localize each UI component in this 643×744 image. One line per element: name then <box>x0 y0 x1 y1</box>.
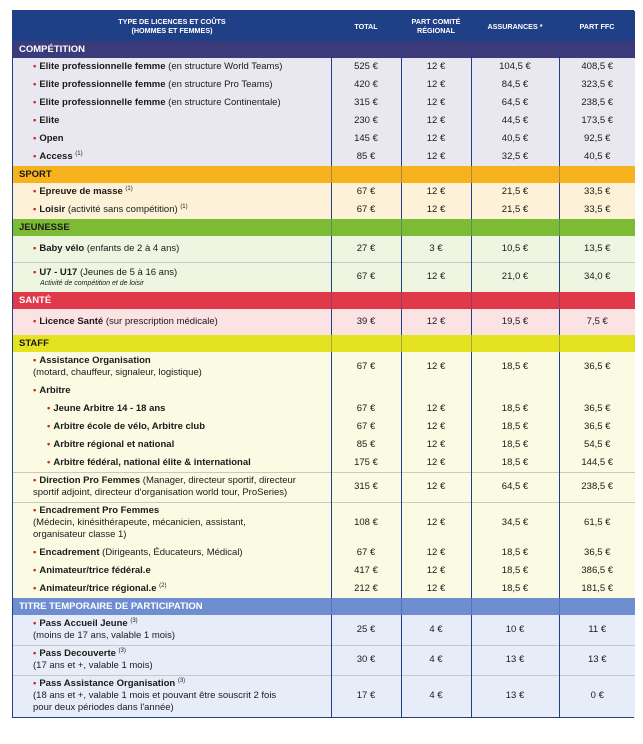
cell-assurance: 44,5 € <box>471 112 559 130</box>
cell-ffc: 13 € <box>559 645 635 675</box>
cell-total: 27 € <box>331 236 401 262</box>
row-label <box>13 472 331 502</box>
cell-assurance: 32,5 € <box>471 148 559 166</box>
cell-ffc: 11 € <box>559 615 635 645</box>
table-row <box>13 645 635 675</box>
footnote-marker: (1) <box>75 150 83 157</box>
cell-assurance: 13 € <box>471 645 559 675</box>
bullet-icon: • <box>33 385 37 396</box>
row-detail: (Dirigeants, Éducateurs, Médical) <box>99 547 243 558</box>
cell-total: 525 € <box>331 58 401 76</box>
row-label <box>13 436 331 454</box>
row-name: Arbitre fédéral, national élite & international <box>53 456 251 468</box>
bullet-icon: • <box>47 421 51 432</box>
cell-total: 67 € <box>331 544 401 562</box>
cell-comite: 12 € <box>401 436 471 454</box>
category-bar-sante <box>13 292 635 309</box>
bullet-icon: • <box>33 316 37 327</box>
table-row <box>13 418 635 436</box>
cell-ffc: 13,5 € <box>559 236 635 262</box>
cell-ffc: 33,5 € <box>559 201 635 219</box>
cell-ffc: 144,5 € <box>559 454 635 472</box>
row-label <box>13 615 331 645</box>
bullet-icon: • <box>33 678 37 690</box>
row-name: Encadrement <box>39 547 100 558</box>
table-row <box>13 201 635 219</box>
table-row <box>13 94 635 112</box>
licence-cost-table <box>12 10 634 718</box>
row-name: Assistance Organisation <box>39 355 151 366</box>
bullet-icon: • <box>33 583 37 594</box>
cell-ffc: 92,5 € <box>559 130 635 148</box>
cell-comite: 12 € <box>401 130 471 148</box>
cell-total: 39 € <box>331 309 401 335</box>
cell-assurance: 18,5 € <box>471 454 559 472</box>
row-label <box>13 262 331 292</box>
table-row <box>13 562 635 580</box>
cell-ffc: 323,5 € <box>559 76 635 94</box>
row-label <box>13 580 331 598</box>
cell-assurance: 10,5 € <box>471 236 559 262</box>
header-total: TOTAL <box>331 11 401 41</box>
table-row <box>13 262 635 292</box>
cell-total: 315 € <box>331 472 401 502</box>
cell-assurance: 18,5 € <box>471 400 559 418</box>
cell-ffc: 386,5 € <box>559 562 635 580</box>
row-label <box>13 352 331 382</box>
table <box>13 11 635 717</box>
row-label <box>13 382 331 400</box>
row-name: Pass Accueil Jeune <box>39 617 128 629</box>
row-name: Elite <box>39 115 60 126</box>
bullet-icon: • <box>33 355 37 366</box>
cell-ffc: 33,5 € <box>559 183 635 201</box>
table-row <box>13 309 635 335</box>
row-name: Elite professionnelle femme <box>39 61 166 72</box>
bullet-icon: • <box>33 186 37 197</box>
cell-assurance: 34,5 € <box>471 502 559 544</box>
row-label <box>13 309 331 335</box>
cell-ffc: 408,5 € <box>559 58 635 76</box>
bullet-icon: • <box>33 547 37 558</box>
row-name: Animateur/trice fédéral.e <box>39 565 151 576</box>
sante-rows <box>13 309 635 335</box>
cell-total: 67 € <box>331 418 401 436</box>
cell-assurance: 84,5 € <box>471 76 559 94</box>
cell-comite: 4 € <box>401 645 471 675</box>
header-type-line1: TYPE DE LICENCES ET COÛTS <box>118 17 226 26</box>
row-label <box>13 76 331 94</box>
footnote-marker: (1) <box>125 185 133 192</box>
cell-total: 315 € <box>331 94 401 112</box>
jeunesse-rows <box>13 236 635 292</box>
row-detail: (activité sans compétition) <box>65 204 178 215</box>
cell-comite: 3 € <box>401 236 471 262</box>
table-row <box>13 148 635 166</box>
row-name: Access <box>39 151 73 162</box>
row-label <box>13 58 331 76</box>
cell-comite: 12 € <box>401 201 471 219</box>
row-name: Elite professionnelle femme <box>39 97 166 108</box>
cell-assurance: 64,5 € <box>471 472 559 502</box>
table-header <box>13 11 635 41</box>
cell-assurance: 18,5 € <box>471 352 559 382</box>
row-label <box>13 236 331 262</box>
row-detail: (enfants de 2 à 4 ans) <box>84 242 180 254</box>
cell-comite: 12 € <box>401 352 471 382</box>
cell-total: 230 € <box>331 112 401 130</box>
category-bar-competition <box>13 41 635 58</box>
bullet-icon: • <box>33 617 37 629</box>
cell-total: 108 € <box>331 502 401 544</box>
row-detail: (en structure Continentale) <box>165 97 281 108</box>
cell-assurance: 19,5 € <box>471 309 559 335</box>
bullet-icon: • <box>33 79 37 90</box>
cell-assurance: 104,5 € <box>471 58 559 76</box>
cell-comite: 12 € <box>401 112 471 130</box>
table-row <box>13 472 635 502</box>
table-row <box>13 615 635 645</box>
row-label <box>13 562 331 580</box>
row-detail: (18 ans et +, valable 1 mois et pouvant être souscrit 2 fois <box>33 690 277 702</box>
row-detail: (moins de 17 ans, valable 1 mois) <box>33 629 176 641</box>
row-label <box>13 454 331 472</box>
arbitre-rows <box>13 400 635 472</box>
row-label <box>13 400 331 418</box>
header-assurances: ASSURANCES * <box>471 11 559 41</box>
titre-rows <box>13 615 635 717</box>
cell-total: 420 € <box>331 76 401 94</box>
header-part-comite-line2: RÉGIONAL <box>417 26 455 35</box>
staff-tail-rows <box>13 544 635 598</box>
table-row <box>13 454 635 472</box>
bullet-icon: • <box>33 242 37 254</box>
table-row <box>13 544 635 562</box>
row-detail: (en structure World Teams) <box>165 61 283 72</box>
cell-ffc: 7,5 € <box>559 309 635 335</box>
table-row <box>13 183 635 201</box>
cell-assurance: 18,5 € <box>471 418 559 436</box>
category-title: JEUNESSE <box>19 221 70 233</box>
row-label <box>13 675 331 717</box>
row-label <box>13 183 331 201</box>
cell-total: 67 € <box>331 352 401 382</box>
cell-total: 67 € <box>331 400 401 418</box>
table-row <box>13 675 635 717</box>
cell-assurance: 64,5 € <box>471 94 559 112</box>
cell-comite: 12 € <box>401 472 471 502</box>
row-name: Loisir <box>39 204 66 215</box>
bullet-icon: • <box>33 151 37 162</box>
cell-ffc: 36,5 € <box>559 400 635 418</box>
category-bar-staff <box>13 335 635 352</box>
sport-rows <box>13 183 635 219</box>
cell-comite: 12 € <box>401 454 471 472</box>
row-name: Licence Santé <box>39 316 104 327</box>
row-detail: (17 ans et +, valable 1 mois) <box>33 660 153 671</box>
cell-comite: 12 € <box>401 418 471 436</box>
table-row <box>13 112 635 130</box>
bullet-icon: • <box>33 565 37 576</box>
row-name: Direction Pro Femmes <box>39 475 141 486</box>
cell-total: 85 € <box>331 436 401 454</box>
staff-rows-2 <box>13 472 635 544</box>
row-detail: (motard, chauffeur, signaleur, logistique) <box>33 367 202 378</box>
cell-ffc: 36,5 € <box>559 418 635 436</box>
row-label <box>13 418 331 436</box>
bullet-icon: • <box>33 133 37 144</box>
header-type-line2: (HOMMES ET FEMMES) <box>131 26 213 35</box>
table-row <box>13 76 635 94</box>
cell-comite: 12 € <box>401 309 471 335</box>
cell-total: 30 € <box>331 645 401 675</box>
cell-ffc: 34,0 € <box>559 262 635 292</box>
row-detail: (en structure Pro Teams) <box>165 79 273 90</box>
category-bar-titre <box>13 598 635 615</box>
cell-comite: 12 € <box>401 183 471 201</box>
bullet-icon: • <box>33 648 37 659</box>
cell-total: 25 € <box>331 615 401 645</box>
competition-rows <box>13 58 635 166</box>
row-label <box>13 645 331 675</box>
row-name: Animateur/trice régional.e <box>39 583 157 594</box>
cell-comite: 12 € <box>401 544 471 562</box>
header-part-comite-line1: PART COMITÉ <box>411 17 461 26</box>
header-part-ffc: PART FFC <box>559 11 635 41</box>
category-title: COMPÉTITION <box>19 43 85 55</box>
cell-assurance: 40,5 € <box>471 130 559 148</box>
row-label <box>13 94 331 112</box>
cell-ffc: 238,5 € <box>559 472 635 502</box>
staff-rows <box>13 352 635 400</box>
cell-comite: 4 € <box>401 675 471 717</box>
category-bar-jeunesse <box>13 219 635 236</box>
cell-ffc: 54,5 € <box>559 436 635 454</box>
bullet-icon: • <box>47 439 51 450</box>
header-part-comite <box>401 11 471 41</box>
cell-comite: 12 € <box>401 562 471 580</box>
row-name: Arbitre école de vélo, Arbitre club <box>53 421 206 432</box>
cell-comite: 12 € <box>401 58 471 76</box>
row-detail-2: sportif adjoint, directeur d'organisation world tour, ProSeries) <box>33 487 288 498</box>
cell-total: 145 € <box>331 130 401 148</box>
cell-assurance: 18,5 € <box>471 562 559 580</box>
table-row <box>13 436 635 454</box>
cell-total: 417 € <box>331 562 401 580</box>
row-name: Elite professionnelle femme <box>39 79 166 90</box>
cell-ffc: 0 € <box>559 675 635 717</box>
row-label <box>13 148 331 166</box>
row-note: Activité de compétition et de loisir <box>40 279 144 287</box>
cell-total: 17 € <box>331 675 401 717</box>
table-row <box>13 352 635 382</box>
bullet-icon: • <box>33 475 37 486</box>
cell-comite: 12 € <box>401 262 471 292</box>
bullet-icon: • <box>47 403 51 414</box>
cell-ffc: 238,5 € <box>559 94 635 112</box>
row-label <box>13 112 331 130</box>
row-label <box>13 201 331 219</box>
bullet-icon: • <box>33 266 37 278</box>
cell-comite: 12 € <box>401 94 471 112</box>
cell-ffc: 173,5 € <box>559 112 635 130</box>
row-detail: (Médecin, kinésithérapeute, mécanicien, assistant, <box>33 517 246 529</box>
table-row <box>13 580 635 598</box>
category-title: STAFF <box>19 337 49 349</box>
row-name: Pass Assistance Organisation <box>39 678 176 690</box>
cell-total: 67 € <box>331 262 401 292</box>
header-type <box>13 11 331 41</box>
cell-assurance: 21,5 € <box>471 201 559 219</box>
row-name: Jeune Arbitre 14 - 18 ans <box>53 403 166 414</box>
row-detail: (sur prescription médicale) <box>103 316 218 327</box>
footnote-marker: (3) <box>130 617 138 624</box>
cell-comite: 12 € <box>401 580 471 598</box>
cell-total: 175 € <box>331 454 401 472</box>
row-name: Arbitre <box>39 385 71 396</box>
category-title: TITRE TEMPORAIRE DE PARTICIPATION <box>19 600 203 612</box>
bullet-icon: • <box>33 204 37 215</box>
cell-assurance: 18,5 € <box>471 436 559 454</box>
table-row <box>13 130 635 148</box>
cell-total: 67 € <box>331 183 401 201</box>
cell-ffc: 181,5 € <box>559 580 635 598</box>
table-row <box>13 236 635 262</box>
row-detail-2: organisateur classe 1) <box>33 529 127 541</box>
section-sante <box>13 292 635 309</box>
row-name: Open <box>39 133 64 144</box>
row-label <box>13 130 331 148</box>
cell-comite: 12 € <box>401 148 471 166</box>
cell-ffc: 40,5 € <box>559 148 635 166</box>
section-staff <box>13 335 635 352</box>
footnote-marker: (3) <box>177 678 186 685</box>
bullet-icon: • <box>33 97 37 108</box>
row-label <box>13 502 331 544</box>
bullet-icon: • <box>47 456 51 468</box>
cell-assurance: 21,0 € <box>471 262 559 292</box>
section-titre <box>13 598 635 615</box>
footnote-marker: (3) <box>118 647 126 654</box>
row-name: Arbitre régional et national <box>53 439 175 450</box>
cell-ffc: 61,5 € <box>559 502 635 544</box>
cell-comite: 12 € <box>401 502 471 544</box>
cell-assurance: 21,5 € <box>471 183 559 201</box>
cell-comite: 12 € <box>401 76 471 94</box>
cell-assurance: 18,5 € <box>471 580 559 598</box>
table-row <box>13 502 635 544</box>
row-name: Epreuve de masse <box>39 186 123 197</box>
category-title: SPORT <box>19 168 52 180</box>
section-competition <box>13 41 635 58</box>
row-name: U7 - U17 <box>39 266 78 278</box>
cell-comite: 12 € <box>401 400 471 418</box>
row-label <box>13 544 331 562</box>
cell-ffc: 36,5 € <box>559 352 635 382</box>
section-jeunesse <box>13 219 635 236</box>
cell-total: 67 € <box>331 201 401 219</box>
section-sport <box>13 166 635 183</box>
footnote-marker: (1) <box>180 203 188 210</box>
table-row <box>13 382 635 400</box>
cell-comite: 4 € <box>401 615 471 645</box>
row-detail: (Manager, directeur sportif, directeur <box>140 475 296 486</box>
bullet-icon: • <box>33 61 37 72</box>
row-name: Baby vélo <box>39 242 85 254</box>
cell-assurance: 13 € <box>471 675 559 717</box>
row-name: Pass Decouverte <box>39 648 116 659</box>
row-detail: (Jeunes de 5 à 16 ans) <box>77 266 178 278</box>
table-row <box>13 58 635 76</box>
category-title: SANTÉ <box>19 294 52 306</box>
row-detail-2: pour deux périodes dans l'année) <box>33 702 174 714</box>
bullet-icon: • <box>33 505 37 517</box>
cell-ffc: 36,5 € <box>559 544 635 562</box>
cell-total: 85 € <box>331 148 401 166</box>
row-name: Encadrement Pro Femmes <box>39 505 160 517</box>
category-bar-sport <box>13 166 635 183</box>
cell-assurance: 18,5 € <box>471 544 559 562</box>
cell-assurance: 10 € <box>471 615 559 645</box>
footnote-marker: (2) <box>159 582 167 589</box>
table-row <box>13 400 635 418</box>
bullet-icon: • <box>33 115 37 126</box>
cell-total: 212 € <box>331 580 401 598</box>
